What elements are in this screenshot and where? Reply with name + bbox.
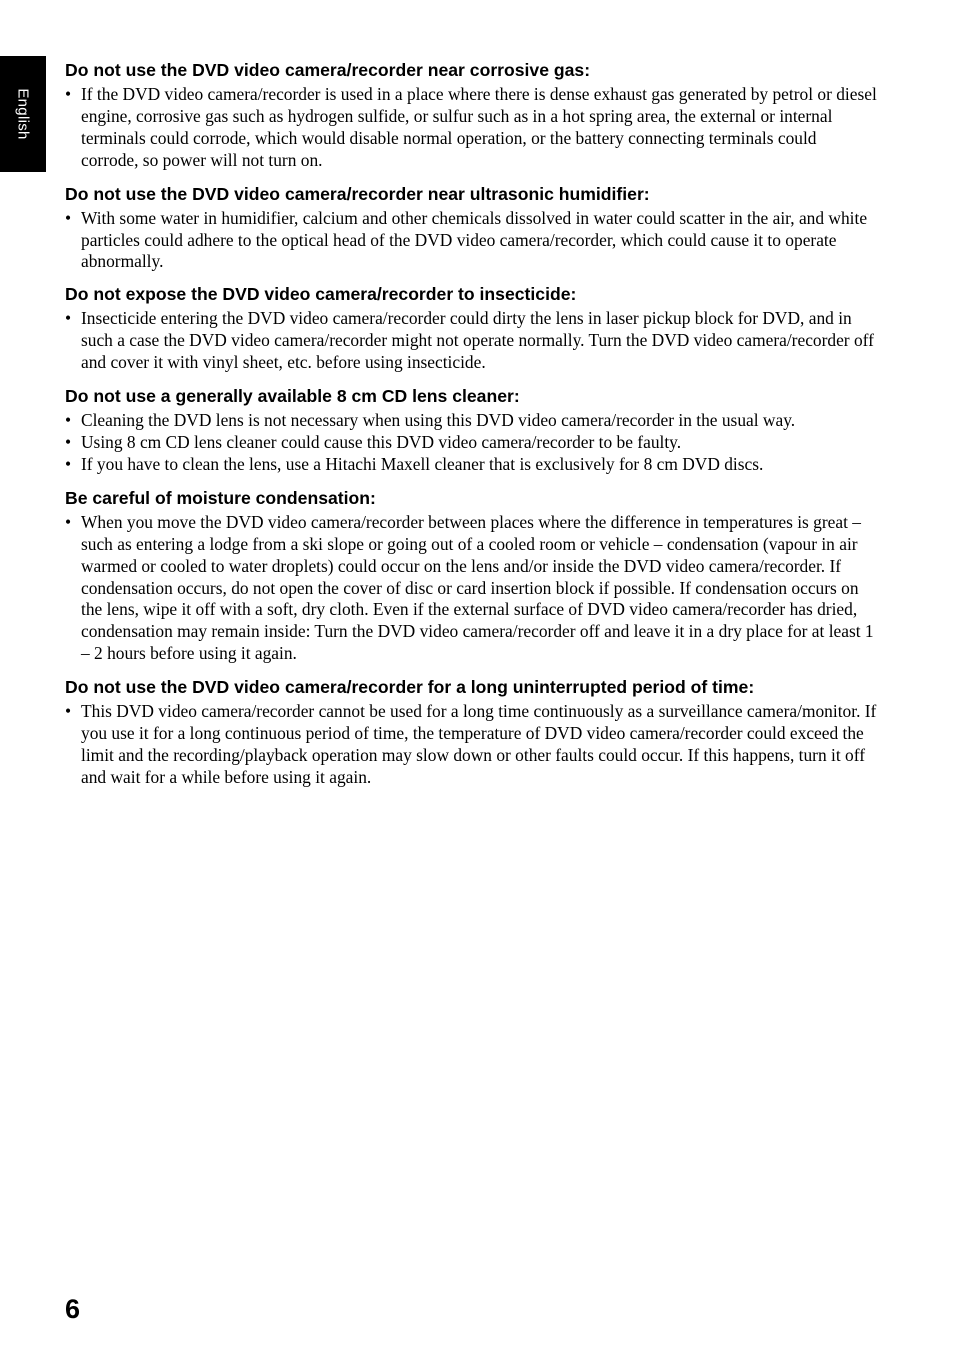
section-insecticide — [65, 283, 877, 374]
language-side-tab — [0, 56, 46, 172]
section-lens-cleaner — [65, 385, 877, 476]
bullet-list — [65, 308, 877, 374]
bullet-item: • This DVD video camera/recorder cannot be used for a long time continuously as a surveillance camera/monitor. If you use it for a long continuous period of time, the temperature of DVD video camera/recorder could exceed the limit and the recording/playback operation may slow down or other faults could occur. If this happens, turn it off and wait for a while before using it again. — [65, 701, 877, 789]
bullet-list — [65, 701, 877, 789]
bullet-item: • Cleaning the DVD lens is not necessary when using this DVD video camera/recorder in the usual way. — [65, 410, 877, 432]
section-heading: Be careful of moisture condensation: — [65, 487, 376, 508]
section-long-uninterrupted-use — [65, 676, 877, 789]
section-corrosive-gas — [65, 59, 877, 172]
bullet-list — [65, 410, 877, 476]
language-tab-label: English — [14, 88, 32, 140]
section-heading: Do not use the DVD video camera/recorder near corrosive gas: — [65, 60, 591, 80]
bullet-item: • If the DVD video camera/recorder is used in a place where there is dense exhaust gas generated by petrol or diesel engine, corrosive gas such as hydrogen sulfide, or sulfur such as in a hot spring area, the external or internal terminals could corrode, which would disable normal operation, or the battery connecting terminals could corrode, so power will not turn on. — [65, 84, 877, 172]
page-content — [65, 59, 877, 789]
section-heading: Do not use a generally available 8 cm CD lens cleaner: — [65, 386, 520, 407]
section-heading: Do not use the DVD video camera/recorder for a long uninterrupted period of time: — [65, 677, 755, 698]
bullet-list — [65, 208, 877, 274]
bullet-item: • If you have to clean the lens, use a Hitachi Maxell cleaner that is exclusively for 8 cm DVD discs. — [65, 454, 877, 476]
section-heading: Do not expose the DVD video camera/recorder to insecticide: — [65, 284, 577, 305]
section-heading: Do not use the DVD video camera/recorder near ultrasonic humidifier: — [65, 183, 650, 204]
bullet-item: • With some water in humidifier, calcium and other chemicals dissolved in water could scatter in the air, and white particles could adhere to the optical head of the DVD video camera/recorder, which could cause it to operate abnormally. — [65, 208, 877, 274]
bullet-item: • Insecticide entering the DVD video camera/recorder could dirty the lens in laser pickup block for DVD, and in such a case the DVD video camera/recorder might not operate normally. Turn the DVD video camera/recorder off and cover it with vinyl sheet, etc. before using insecticide. — [65, 308, 877, 374]
bullet-item: • Using 8 cm CD lens cleaner could cause this DVD video camera/recorder to be faulty. — [65, 432, 877, 454]
section-moisture-condensation — [65, 487, 877, 665]
bullet-list — [65, 512, 877, 665]
bullet-item: • When you move the DVD video camera/recorder between places where the difference in temperatures is great – such as entering a lodge from a ski slope or going out of a cooled room or vehicle – condensation (vapour in air warmed or cooled to water droplets) could occur on the lens and/or inside the DVD video camera/recorder. If condensation occurs, do not open the cover of disc or card insertion block if possible. If condensation occurs on the lens, wipe it off with a soft, dry cloth. Even if the external surface of DVD video camera/recorder has dried, condensation may remain inside: Turn the DVD video camera/recorder off and leave it in a dry place for at least 1 – 2 hours before using it again. — [65, 512, 877, 665]
page-number: 6 — [65, 1294, 81, 1324]
bullet-list — [65, 84, 877, 172]
section-ultrasonic-humidifier — [65, 183, 877, 274]
